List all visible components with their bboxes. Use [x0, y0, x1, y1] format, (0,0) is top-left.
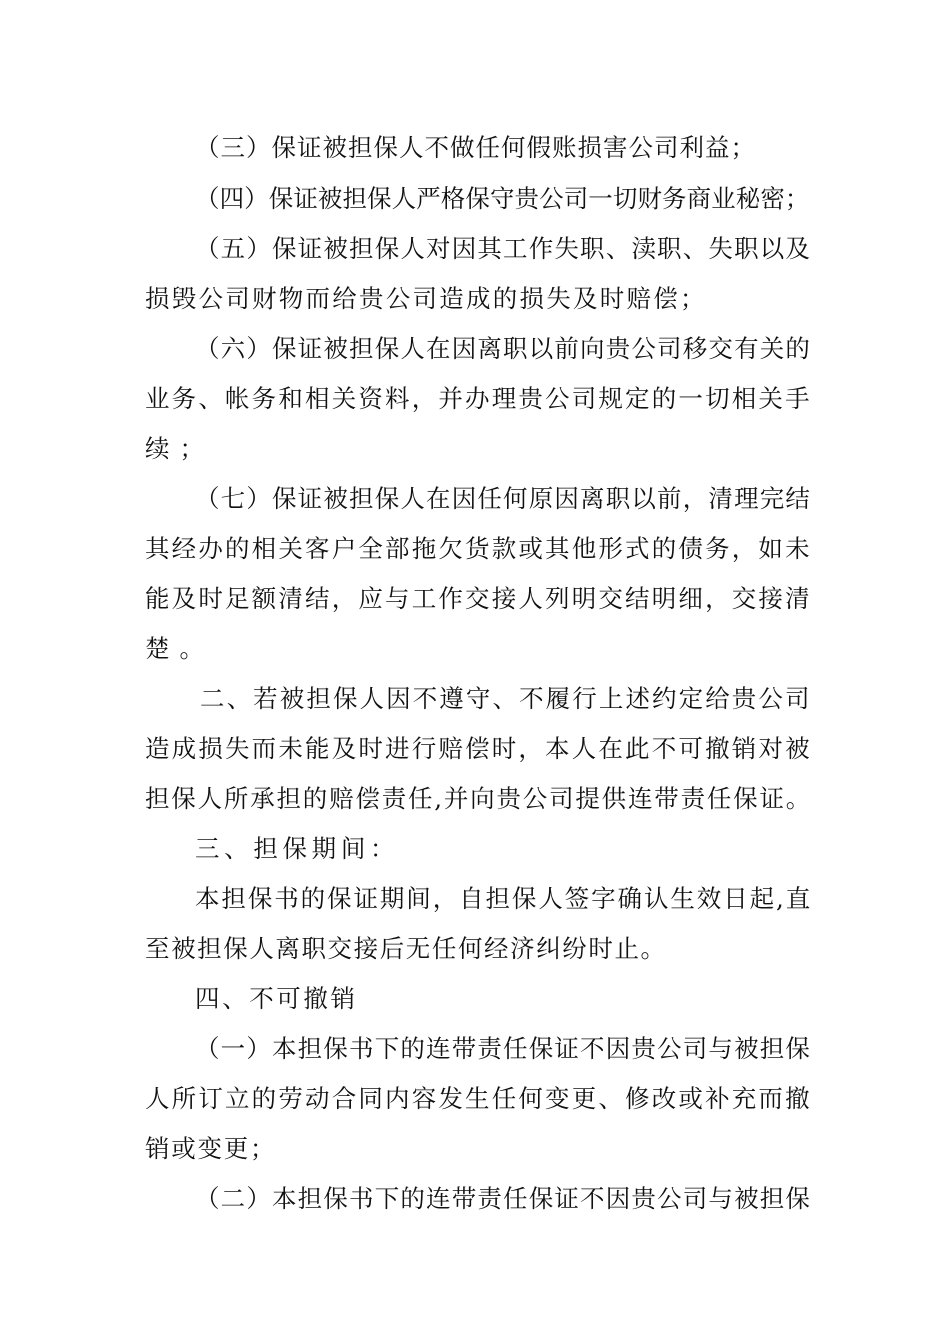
- paragraph-line: 损毁公司财物而给贵公司造成的损失及时赔偿；: [145, 284, 707, 313]
- paragraph-line: 业务、帐务和相关资料，并办理贵公司规定的一切相关手: [145, 384, 812, 413]
- paragraph-line: （六）保证被担保人在因离职以前向贵公司移交有关的: [195, 334, 812, 363]
- paragraph-line: 续；: [145, 434, 214, 463]
- paragraph-line: （五）保证被担保人对因其工作失职、渎职、失职以及: [195, 234, 812, 263]
- paragraph-line: 销或变更；: [145, 1134, 277, 1163]
- section-heading: 三、担保期间：: [195, 834, 400, 863]
- paragraph-line: 二、若被担保人因不遵守、不履行上述约定给贵公司: [200, 684, 812, 713]
- paragraph-line: （三）保证被担保人不做任何假账损害公司利益；: [195, 133, 756, 162]
- paragraph-line: （一）本担保书下的连带责任保证不因贵公司与被担保: [195, 1034, 812, 1063]
- paragraph-line: 楚。: [145, 634, 214, 663]
- paragraph-line: （二）本担保书下的连带责任保证不因贵公司与被担保: [195, 1184, 812, 1213]
- paragraph-line: 至被担保人离职交接后无任何经济纠纷时止。: [145, 934, 667, 963]
- paragraph-line: 能及时足额清结，应与工作交接人列明交结明细，交接清: [145, 584, 812, 613]
- paragraph-line: （七）保证被担保人在因任何原因离职以前，清理完结: [195, 484, 812, 513]
- paragraph-line: 其经办的相关客户全部拖欠货款或其他形式的债务，如未: [145, 534, 812, 563]
- paragraph-line: 本担保书的保证期间，自担保人签字确认生效日起,直: [195, 884, 813, 913]
- paragraph-line: 担保人所承担的赔偿责任,并向贵公司提供连带责任保证。: [145, 784, 813, 813]
- section-heading: 四、不可撤销: [195, 984, 358, 1013]
- paragraph-line: （四）保证被担保人严格保守贵公司一切财务商业秘密；: [195, 184, 810, 213]
- paragraph-line: 造成损失而未能及时进行赔偿时，本人在此不可撤销对被: [145, 734, 812, 763]
- paragraph-line: 人所订立的劳动合同内容发生任何变更、修改或补充而撤: [145, 1084, 812, 1113]
